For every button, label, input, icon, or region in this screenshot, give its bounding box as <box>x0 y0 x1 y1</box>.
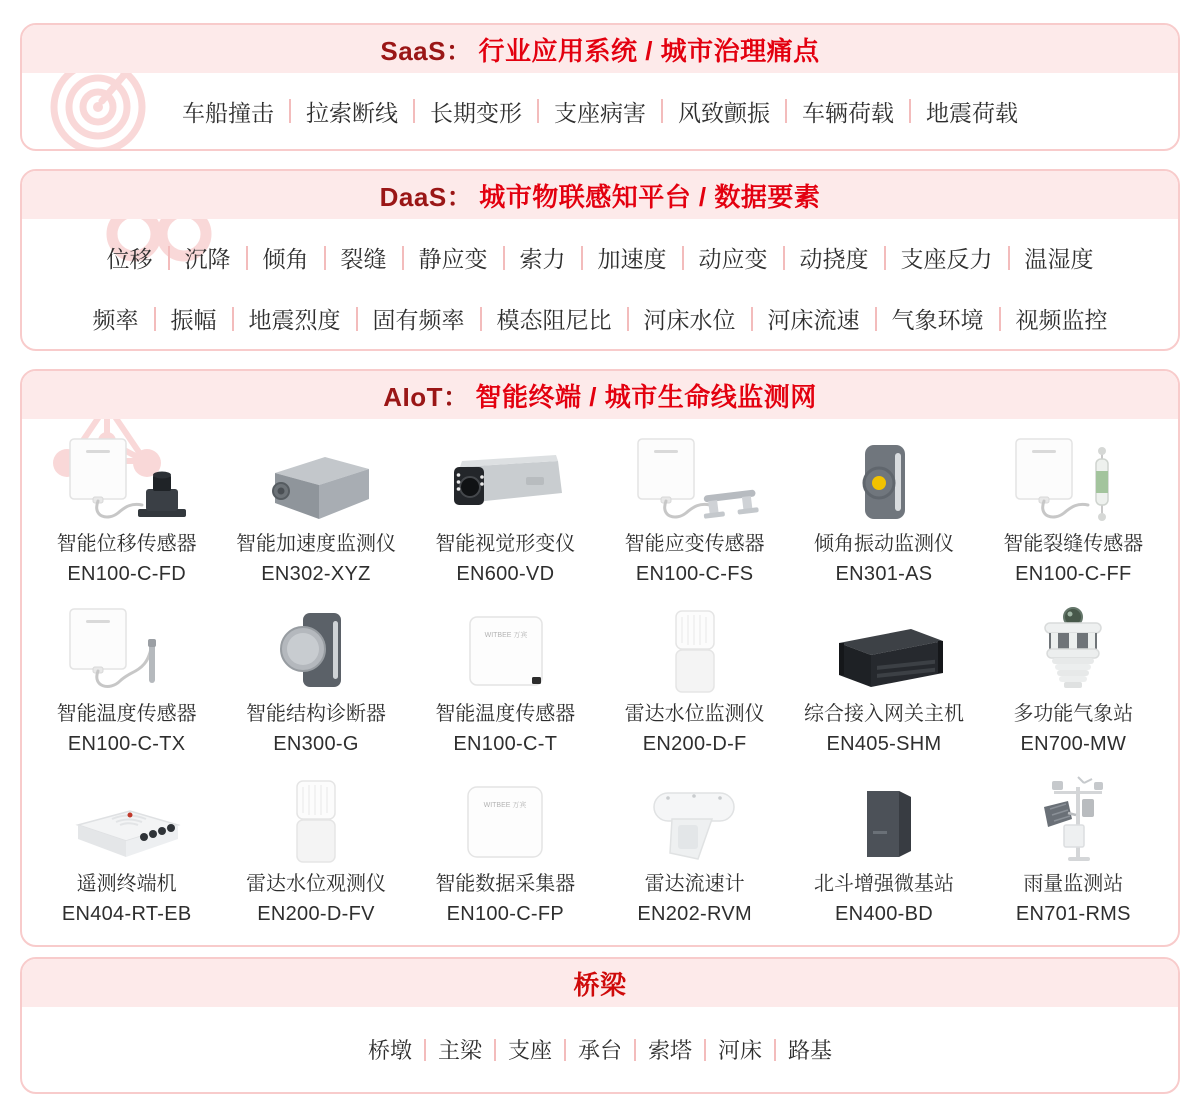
product-model: EN100-C-FS <box>635 563 754 585</box>
daas-header <box>22 171 1178 219</box>
daas-tag: 裂缝 <box>341 241 419 274</box>
saas-tag: 长期变形 <box>430 95 554 128</box>
daas-tag: 动挠度 <box>800 241 901 274</box>
temperature-sensor-box-icon <box>411 601 600 699</box>
product-model: EN404-RT-EB <box>61 903 192 925</box>
saas-title <box>380 31 819 68</box>
telemetry-terminal-icon <box>32 771 221 869</box>
product-card <box>32 431 221 589</box>
product-card <box>600 431 789 589</box>
saas-title-main: 行业应用系统 / 城市治理痛点 <box>478 35 820 66</box>
data-collector-icon <box>411 771 600 869</box>
daas-tag: 倾角 <box>263 241 341 274</box>
displacement-sensor-icon <box>32 431 221 529</box>
saas-tag: 车船撞击 <box>182 95 306 128</box>
product-name: 雨量监测站 <box>1023 873 1124 895</box>
bridge-title: 桥梁 <box>573 969 627 1000</box>
beidou-microstation-icon <box>789 771 978 869</box>
product-name: 雷达水位监测仪 <box>624 703 765 725</box>
product-name: 智能温度传感器 <box>435 703 576 725</box>
rainfall-station-icon <box>979 771 1168 869</box>
daas-tags-row1 <box>107 241 1094 274</box>
product-model: EN600-VD <box>456 563 555 585</box>
product-name: 智能位移传感器 <box>56 533 197 555</box>
product-name: 智能裂缝传感器 <box>1003 533 1144 555</box>
product-name: 智能应变传感器 <box>624 533 765 555</box>
daas-tag: 气象环境 <box>892 302 1016 335</box>
saas-section <box>20 23 1180 151</box>
product-card <box>221 601 410 759</box>
radar-water-level-observer-icon <box>221 771 410 869</box>
product-name: 雷达流速计 <box>644 873 745 895</box>
bridge-tag: 承台 <box>578 1034 648 1065</box>
product-model: EN300-G <box>273 733 359 755</box>
product-model: EN100-C-TX <box>67 733 186 755</box>
gateway-server-icon <box>789 601 978 699</box>
daas-tag: 河床水位 <box>644 302 768 335</box>
vision-camera-icon <box>411 431 600 529</box>
daas-tag: 沉降 <box>185 241 263 274</box>
product-name: 多功能气象站 <box>1013 703 1134 725</box>
bridge-tag: 索塔 <box>648 1034 718 1065</box>
saas-tag: 支座病害 <box>554 95 678 128</box>
daas-title-main: 城市物联感知平台 / 数据要素 <box>479 181 821 212</box>
product-card <box>411 771 600 929</box>
product-model: EN301-AS <box>835 563 933 585</box>
daas-tags-row2 <box>93 302 1108 335</box>
product-model: EN202-RVM <box>637 903 752 925</box>
product-name: 智能数据采集器 <box>435 873 576 895</box>
aiot-product-grid <box>22 419 1178 945</box>
saas-tag: 拉索断线 <box>306 95 430 128</box>
daas-tag: 模态阻尼比 <box>497 302 644 335</box>
bridge-tag: 路基 <box>788 1038 833 1063</box>
daas-title-prefix: DaaS： <box>379 181 474 212</box>
daas-tag: 支座反力 <box>901 241 1025 274</box>
product-name: 智能温度传感器 <box>56 703 197 725</box>
bridge-tag: 主梁 <box>438 1034 508 1065</box>
witbee-logo-text: WITBEE 万宾 <box>484 632 528 639</box>
daas-tag: 动应变 <box>699 241 800 274</box>
temperature-sensor-probe-icon <box>32 601 221 699</box>
saas-tag: 地震荷载 <box>926 99 1018 126</box>
tilt-vibration-icon <box>789 431 978 529</box>
product-model: EN100-C-FF <box>1015 563 1132 585</box>
saas-tag-row <box>22 73 1178 149</box>
bridge-tags <box>368 1034 832 1065</box>
daas-tag: 频率 <box>93 302 171 335</box>
product-name: 遥测终端机 <box>76 873 177 895</box>
product-model: EN200-D-F <box>642 733 747 755</box>
bridge-section <box>20 957 1180 1094</box>
product-name: 综合接入网关主机 <box>803 703 964 725</box>
aiot-title-prefix: AIoT： <box>383 381 470 412</box>
bridge-tag: 河床 <box>718 1034 788 1065</box>
accelerometer-icon <box>221 431 410 529</box>
saas-title-prefix: SaaS： <box>380 35 473 66</box>
product-card <box>600 601 789 759</box>
product-name: 智能视觉形变仪 <box>435 533 576 555</box>
daas-tag: 加速度 <box>598 241 699 274</box>
bridge-header <box>22 959 1178 1007</box>
aiot-header <box>22 371 1178 419</box>
daas-tag: 索力 <box>520 241 598 274</box>
product-card <box>221 771 410 929</box>
product-model: EN100-C-FD <box>67 563 186 585</box>
aiot-title <box>383 377 816 414</box>
saas-tag: 车辆荷载 <box>802 95 926 128</box>
daas-tag: 位移 <box>107 241 185 274</box>
daas-title <box>380 177 821 214</box>
product-model: EN400-BD <box>834 903 933 925</box>
product-card <box>32 601 221 759</box>
product-name: 智能加速度监测仪 <box>235 533 396 555</box>
product-card <box>789 431 978 589</box>
saas-tags <box>182 95 1018 128</box>
daas-tag: 静应变 <box>419 241 520 274</box>
crack-sensor-icon <box>979 431 1168 529</box>
daas-tag: 固有频率 <box>373 302 497 335</box>
daas-tag: 视频监控 <box>1015 307 1108 333</box>
aiot-section <box>20 369 1180 947</box>
product-model: EN302-XYZ <box>261 563 371 585</box>
product-card <box>979 601 1168 759</box>
bridge-tag: 桥墩 <box>368 1034 438 1065</box>
saas-tag: 风致颤振 <box>678 95 802 128</box>
product-name: 雷达水位观测仪 <box>245 873 386 895</box>
product-model: EN100-C-T <box>453 733 558 755</box>
daas-tag-row-2 <box>22 288 1178 349</box>
product-name: 智能结构诊断器 <box>245 703 386 725</box>
radar-water-level-icon <box>600 601 789 699</box>
product-card <box>32 771 221 929</box>
product-card <box>600 771 789 929</box>
radar-flow-meter-icon <box>600 771 789 869</box>
aiot-title-main: 智能终端 / 城市生命线监测网 <box>475 381 817 412</box>
product-model: EN701-RMS <box>1015 903 1131 925</box>
product-name: 北斗增强微基站 <box>813 873 954 895</box>
saas-header <box>22 25 1178 73</box>
product-card <box>979 771 1168 929</box>
strain-sensor-icon <box>600 431 789 529</box>
daas-tag: 河床流速 <box>768 302 892 335</box>
product-card <box>979 431 1168 589</box>
product-model: EN700-MW <box>1020 733 1127 755</box>
bridge-tag: 支座 <box>508 1034 578 1065</box>
product-card <box>221 431 410 589</box>
bridge-tag-row <box>22 1007 1178 1092</box>
product-name: 倾角振动监测仪 <box>813 533 954 555</box>
witbee-logo-text: WITBEE 万宾 <box>483 802 527 809</box>
product-model: EN100-C-FP <box>446 903 565 925</box>
product-card <box>789 771 978 929</box>
daas-tag: 地震烈度 <box>249 302 373 335</box>
daas-tag-row-1 <box>22 227 1178 288</box>
structure-diagnostic-icon <box>221 601 410 699</box>
product-model: EN200-D-FV <box>257 903 375 925</box>
daas-section <box>20 169 1180 351</box>
product-card <box>411 601 600 759</box>
daas-tag: 振幅 <box>171 302 249 335</box>
daas-tag: 温湿度 <box>1024 246 1094 272</box>
product-card <box>789 601 978 759</box>
weather-station-icon <box>979 601 1168 699</box>
product-card <box>411 431 600 589</box>
product-model: EN405-SHM <box>826 733 942 755</box>
